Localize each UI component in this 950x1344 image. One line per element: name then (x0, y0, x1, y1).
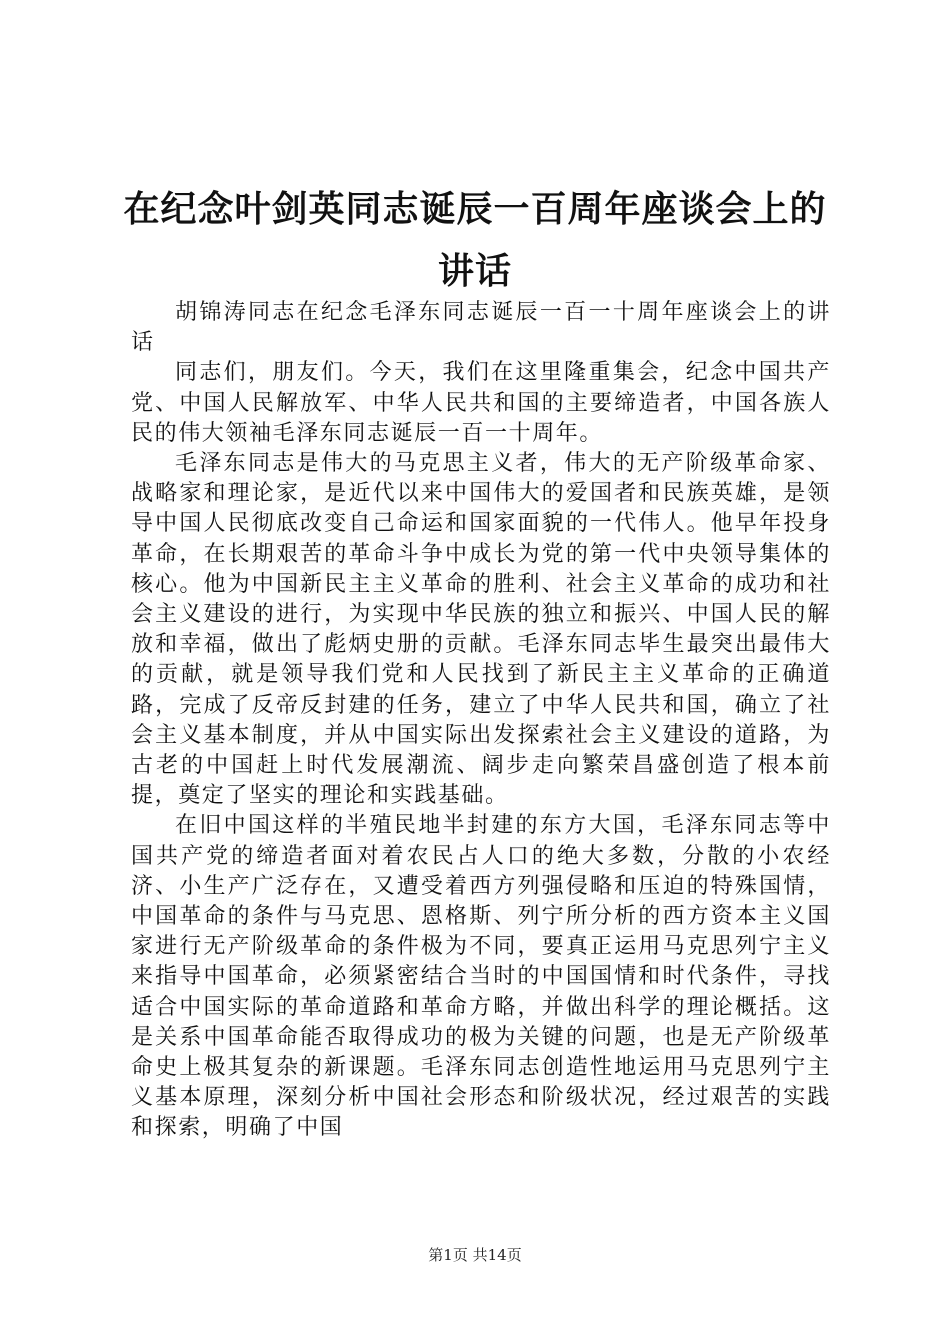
paragraph: 同志们，朋友们。今天，我们在这里隆重集会，纪念中国共产党、中国人民解放军、中华人民共和国的主要缔造者，中国各族人民的伟大领袖毛泽东同志诞辰一百一十周年。 (131, 360, 831, 446)
paragraph: 毛泽东同志是伟大的马克思主义者，伟大的无产阶级革命家、战略家和理论家，是近代以来中国伟大的爱国者和民族英雄，是领导中国人民彻底改变自己命运和国家面貌的一代伟人。他早年投身革命，在长期艰苦的革命斗争中成长为党的第一代中央领导集体的核心。他为中国新民主主义革命的胜利、社会主义革命的成功和社会主义建设的进行，为实现中华民族的独立和振兴、中国人民的解放和幸福，做出了彪炳史册的贡献。毛泽东同志毕生最突出最伟大的贡献，就是领导我们党和人民找到了新民主主义革命的正确道路，完成了反帝反封建的任务，建立了中华人民共和国，确立了社会主义基本制度，并从中国实际出发探索社会主义建设的道路，为古老的中国赶上时代发展潮流、阔步走向繁荣昌盛创造了根本前提，奠定了坚实的理论和实践基础。 (131, 451, 831, 809)
document-title: 在纪念叶剑英同志诞辰一百周年座谈会上的讲话 (123, 188, 827, 292)
paragraph: 胡锦涛同志在纪念毛泽东同志诞辰一百一十周年座谈会上的讲话 (131, 300, 831, 356)
page-number-footer: 第1页 共14页 (428, 1246, 522, 1264)
document-body (131, 298, 831, 1144)
paragraph: 在旧中国这样的半殖民地半封建的东方大国，毛泽东同志等中国共产党的缔造者面对着农民占人口的绝大多数，分散的小农经济、小生产广泛存在，又遭受着西方列强侵略和压迫的特殊国情，中国革命的条件与马克思、恩格斯、列宁所分析的西方资本主义国家进行无产阶级革命的条件极为不同，要真正运用马克思列宁主义来指导中国革命，必须紧密结合当时的中国国情和时代条件，寻找适合中国实际的革命道路和革命方略，并做出科学的理论概括。这是关系中国革命能否取得成功的极为关键的问题，也是无产阶级革命史上极其复杂的新课题。毛泽东同志创造性地运用马克思列宁主义基本原理，深刻分析中国社会形态和阶级状况，经过艰苦的实践和探索，明确了中国 (131, 813, 831, 1141)
